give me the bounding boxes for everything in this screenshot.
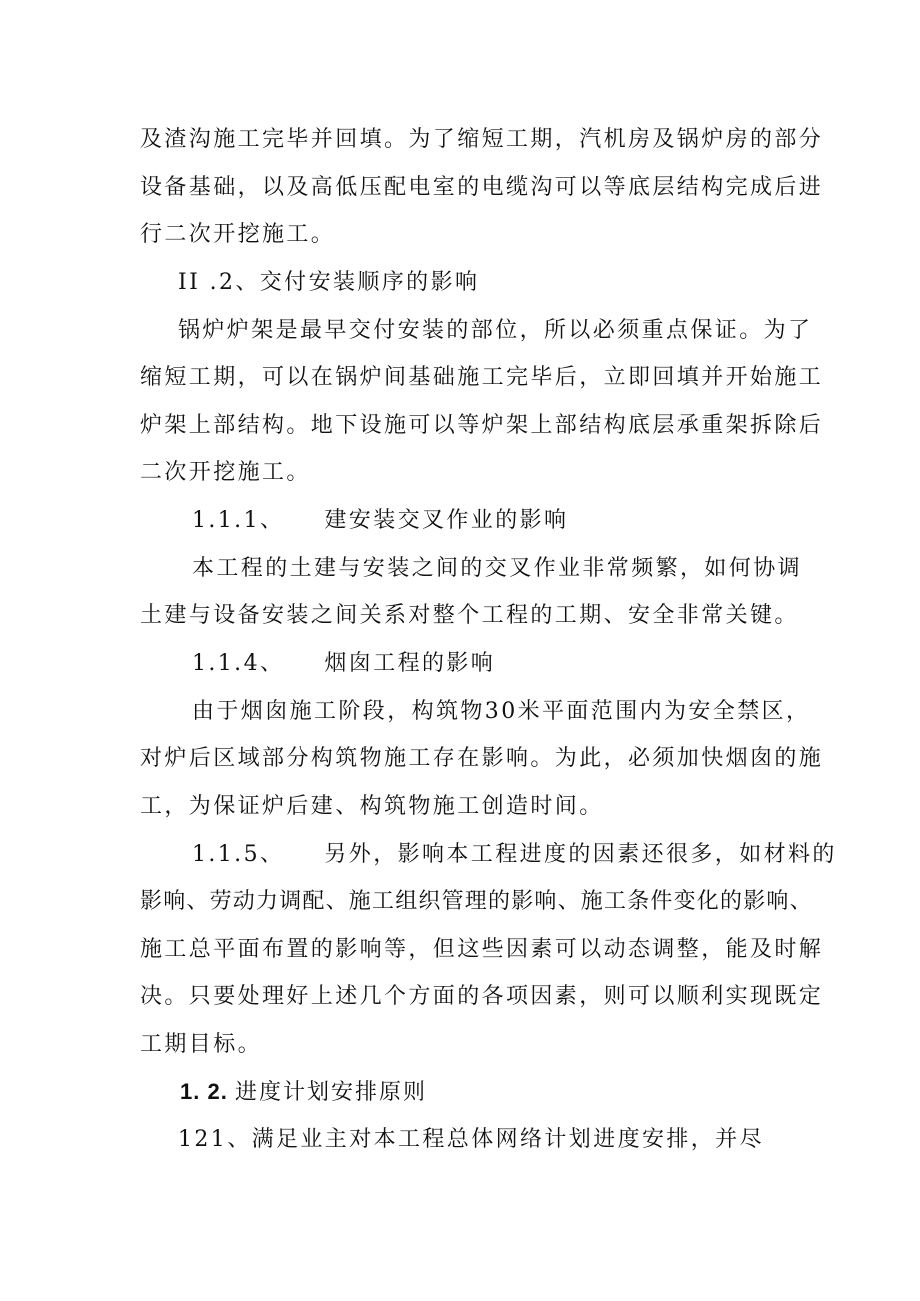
paragraph-line: 锅炉炉架是最早交付安装的部位，所以必须重点保证。为了	[178, 318, 813, 343]
paragraph-line: 土建与设备安装之间关系对整个工程的工期、安全非常关键。	[140, 603, 799, 628]
heading-number: 1. 2.	[180, 1079, 228, 1104]
subsection-heading-1-1-1	[192, 506, 568, 536]
heading-title: 建安装交叉作业的影响	[324, 508, 569, 533]
heading-title: 烟囱工程的影响	[324, 651, 496, 676]
paragraph-line: 行二次开挖施工。	[140, 222, 336, 247]
paragraph-line: 施工总平面布置的影响等，但这些因素可以动态调整，能及时解	[140, 937, 824, 962]
paragraph-line: 二次开挖施工。	[140, 460, 311, 485]
paragraph-line: 缩短工期，可以在锅炉间基础施工完毕后，立即回填并开始施工	[140, 365, 824, 390]
paragraph-line: 影响、劳动力调配、施工组织管理的影响、施工条件变化的影响、	[140, 889, 813, 914]
section-heading: II .2、交付安装顺序的影响	[178, 270, 480, 295]
paragraph-line: 设备基础，以及高低压配电室的电缆沟可以等底层结构完成后进	[140, 175, 824, 200]
subsection-heading-1-1-4	[192, 649, 495, 679]
paragraph-line: 决。只要处理好上述几个方面的各项因素，则可以顺利实现既定	[140, 984, 824, 1009]
paragraph-line: 对炉后区域部分构筑物施工存在影响。为此，必须加快烟囱的施	[140, 746, 824, 771]
heading-title: 进度计划安排原则	[234, 1080, 427, 1105]
paragraph-line: 工期目标。	[140, 1032, 263, 1057]
paragraph-line: 炉架上部结构。地下设施可以等炉架上部结构底层承重架拆除后	[140, 413, 824, 438]
paragraph-text: 另外，影响本工程进度的因素还很多，如材料的	[324, 842, 837, 867]
paragraph-line: 由于烟囱施工阶段，构筑物30米平面范围内为安全禁区，	[192, 699, 811, 724]
heading-number: 1.1.1、	[192, 508, 285, 533]
subsection-heading-1-1-5	[192, 840, 837, 870]
heading-number: 1.1.5、	[192, 842, 285, 867]
paragraph-line: 及渣沟施工完毕并回填。为了缩短工期，汽机房及锅炉房的部分	[140, 127, 824, 152]
paragraph-line: 工，为保证炉后建、构筑物施工创造时间。	[140, 794, 604, 819]
paragraph-line: 121、满足业主对本工程总体网络计划进度安排，并尽	[178, 1127, 764, 1152]
heading-number: 1.1.4、	[192, 651, 285, 676]
paragraph-line: 本工程的土建与安装之间的交叉作业非常频繁，如何协调	[192, 556, 803, 581]
section-heading-1-2	[180, 1077, 427, 1108]
